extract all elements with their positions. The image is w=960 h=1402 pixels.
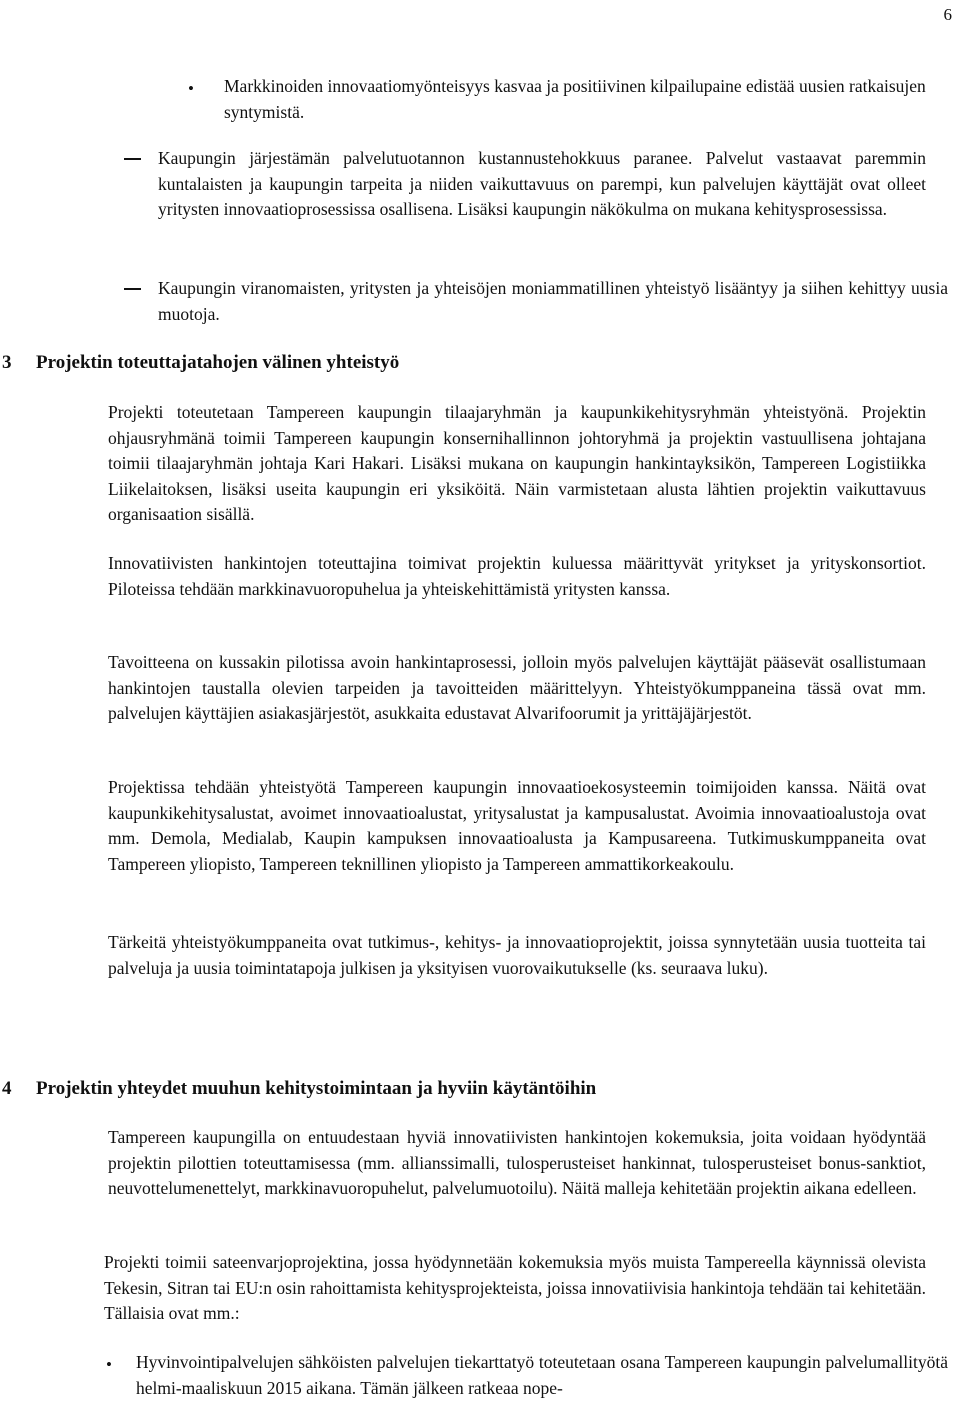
dash-item-text: Kaupungin järjestämän palvelutuotannon kustannustehokkuus paranee. Palvelut vastaavat paremmin kuntalaisten ja kaupungin tarpeita ja niiden vaikuttavuus on parempi, kun palvelujen käyttäjät ovat olleet yritysten innovaatioprosessissa osallisena. Lisäksi kaupungin näkökulma on mukana kehitysprosessissa. <box>158 148 926 219</box>
paragraph: Tärkeitä yhteistyökumppaneita ovat tutkimus-, kehitys- ja innovaatioprojektit, joissa synnytetään uusia tuotteita tai palveluja ja uusia toimintatapoja julkisen ja yksityisen vuorovaikutukselle (ks. seuraava luku). <box>108 932 926 978</box>
paragraph: Tampereen kaupungilla on entuudestaan hyviä innovatiivisten hankintojen kokemuksia, joita voidaan hyödyntää projektin pilottien toteuttamisessa (mm. allianssimalli, tulosperusteiset hankinnat, tulosperusteiset bonus-sanktiot, neuvottelumenettelyt, markkinavuoropuhelut, palvelumuotoilu). Näitä malleja kehitetään projektin aikana edelleen. <box>108 1127 926 1198</box>
section-title: Projektin yhteydet muuhun kehitystoimintaan ja hyviin käytäntöihin <box>36 1078 597 1099</box>
paragraph: Projektissa tehdään yhteistyötä Tampereen kaupungin innovaatioekosysteemin toimijoiden kanssa. Näitä ovat kaupunkikehitysalustat, avoimet innovaatioalustat, yritysalustat ja kampusalustat. Avoimia innovaatioalustoja ovat mm. Demola, Medialab, Kaupin kampuksen innovaatioalusta ja Kampusareena. Tutkimuskumppaneita ovat Tampereen yliopisto, Tampereen teknillinen yliopisto ja Tampereen ammattikorkeakoulu. <box>108 777 926 874</box>
section-number: 4 <box>2 1078 12 1099</box>
bullet-item-text: Markkinoiden innovaatiomyönteisyys kasvaa ja positiivinen kilpailupaine edistää uusien ratkaisujen syntymistä. <box>224 76 926 122</box>
paragraph: Projekti toimii sateenvarjoprojektina, jossa hyödynnetään kokemuksia myös muista Tampereella käynnissä olevista Tekesin, Sitran tai EU:n osin rahoittamista kehitysprojekteista, joissa innovatiivisia hankintoja tehdään tai kehitetään. Tällaisia ovat mm.: <box>104 1252 926 1323</box>
bullet-marker: • <box>106 1355 112 1374</box>
paragraph: Tavoitteena on kussakin pilotissa avoin hankintaprosessi, jolloin myös palvelujen käyttäjät pääsevät osallistumaan hankintojen taustalla olevien tarpeiden ja tavoitteiden määrittelyyn. Yhteistyökumppaneina tässä ovat mm. palvelujen käyttäjien asiakasjärjestöt, asukkaita edustavat Alvarifoorumit ja yrittäjäjärjestöt. <box>108 652 926 723</box>
dash-marker <box>124 288 141 290</box>
dash-marker <box>124 158 141 160</box>
section-heading <box>2 1076 596 1102</box>
paragraph: Projekti toteutetaan Tampereen kaupungin tilaajaryhmän ja kaupunkikehitysryhmän yhteistyönä. Projektin ohjausryhmänä toimii Tampereen kaupungin konsernihallinnon johtoryhmä ja projektin vastuullisena johtajana toimii tilaajaryhmän johtaja Kari Hakari. Lisäksi mukana on kaupungin hankintayksikön, Tampereen Logistiikka Liikelaitoksen, lisäksi useita kaupungin eri yksiköitä. Näin varmistetaan alusta lähtien projektin vaikuttavuus organisaation sisällä. <box>108 402 926 524</box>
bullet-marker: • <box>188 79 194 98</box>
section-title: Projektin toteuttajatahojen välinen yhteistyö <box>36 352 400 373</box>
page-number: 6 <box>943 5 952 24</box>
paragraph: Innovatiivisten hankintojen toteuttajina toimivat projektin kuluessa määrittyvät yritykset ja yrityskonsortiot. Piloteissa tehdään markkinavuoropuhelua ja yhteiskehittämistä yritysten kanssa. <box>108 553 926 599</box>
dash-item-text: Kaupungin viranomaisten, yritysten ja yhteisöjen moniammatillinen yhteistyö lisääntyy ja siihen kehittyy uusia muotoja. <box>158 278 948 324</box>
section-heading <box>2 350 399 376</box>
bullet-item-text: Hyvinvointipalvelujen sähköisten palvelujen tiekarttatyö toteutetaan osana Tampereen kaupungin palvelumallityötä helmi-maaliskuun 2015 aikana. Tämän jälkeen ratkeaa nope- <box>136 1352 948 1398</box>
section-number: 3 <box>2 352 12 373</box>
